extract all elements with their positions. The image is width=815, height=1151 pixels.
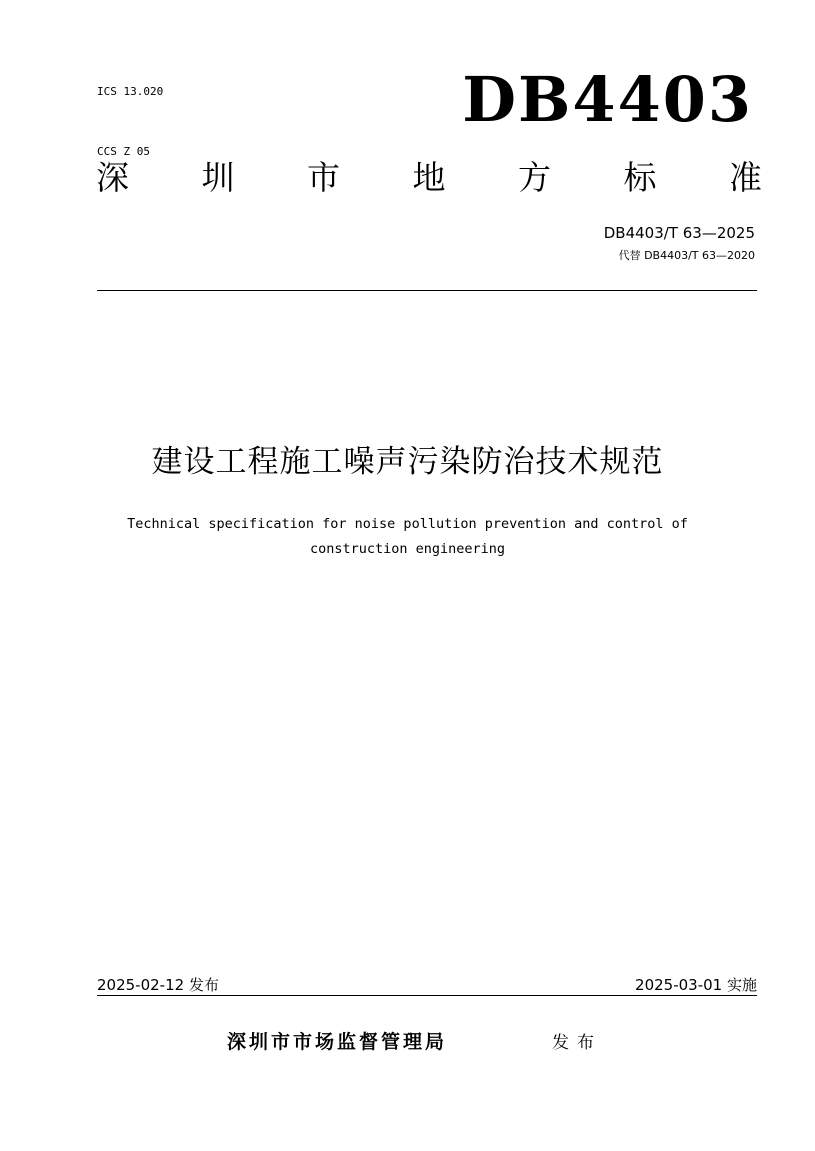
implement-date: 2025-03-01 实施 — [635, 976, 757, 994]
publish-date: 2025-02-12 发布 — [97, 976, 219, 994]
header-divider — [97, 290, 757, 291]
standard-kind-char: 标 — [623, 158, 657, 197]
ics-code: ICS 13.020 — [97, 85, 164, 98]
issuing-authority: 深圳市市场监督管理局 — [227, 1031, 448, 1053]
standard-number: DB4403/T 63—2025 — [603, 224, 755, 242]
standard-kind-char: 市 — [307, 158, 340, 197]
ccs-code: CCS Z 05 — [97, 145, 150, 158]
standard-kind-char: 方 — [518, 158, 551, 197]
standard-kind-char: 圳 — [201, 158, 235, 197]
title-en-line: construction engineering — [309, 541, 506, 557]
issue-label: 发布 — [552, 1033, 602, 1053]
standard-logo: DB4403 — [462, 63, 753, 136]
document-title-cn: 建设工程施工噪声污染防治技术规范 — [151, 444, 664, 480]
title-en-line: Technical specification for noise pollution prevention and control of — [127, 516, 688, 532]
standard-kind-char: 深 — [96, 158, 129, 197]
standard-kind — [96, 156, 762, 200]
replaced-standard: 代替 DB4403/T 63—2020 — [618, 249, 755, 262]
standard-kind-char: 地 — [412, 158, 446, 197]
document-title-en — [40, 512, 775, 562]
footer-divider — [97, 995, 757, 996]
standard-kind-char: 准 — [729, 158, 762, 197]
